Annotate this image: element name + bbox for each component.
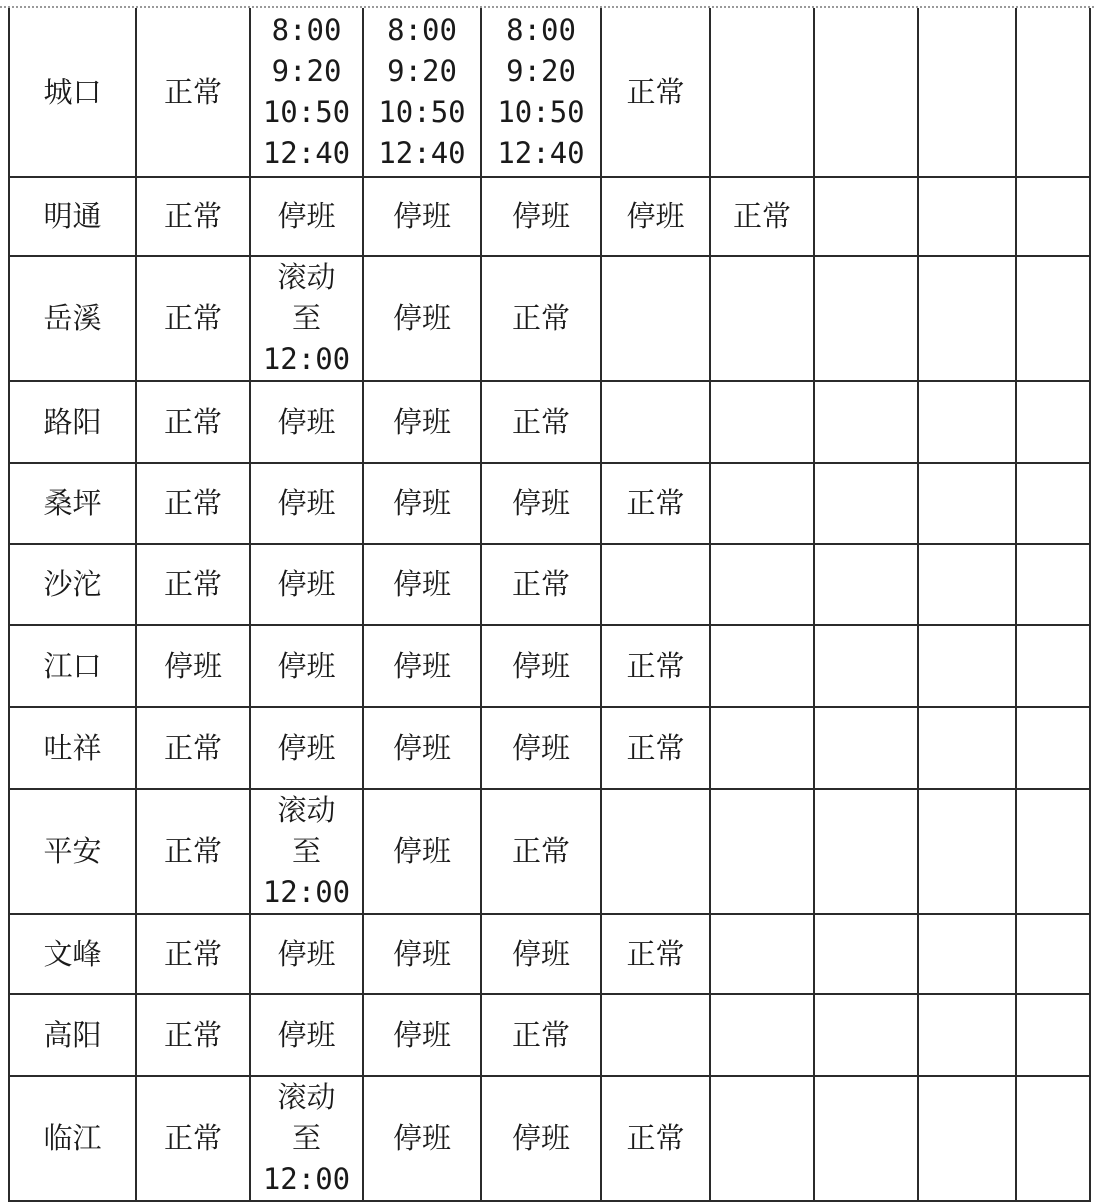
- cell-content: [137, 483, 249, 524]
- table-row: [9, 381, 1090, 463]
- schedule-cell: [814, 914, 918, 994]
- cell-line: 停班: [163, 648, 222, 683]
- schedule-cell: [710, 177, 814, 256]
- schedule-cell: [363, 8, 481, 177]
- cell-content: [482, 646, 600, 687]
- schedule-cell: [601, 544, 710, 625]
- cell-line: 正常: [163, 301, 222, 335]
- schedule-cell: [136, 914, 250, 994]
- cell-content: [482, 10, 600, 174]
- cell-content: [251, 257, 362, 380]
- schedule-cell: [250, 994, 363, 1076]
- cell-content: [137, 1015, 249, 1056]
- cell-content: [602, 72, 709, 113]
- cell-line: 9:20: [387, 54, 457, 88]
- cell-line: 12:00: [262, 342, 351, 376]
- cell-line: 停班: [392, 1017, 451, 1052]
- cell-line: 正常: [163, 1121, 222, 1155]
- cell-line: 滚动: [277, 1080, 336, 1114]
- schedule-cell: [601, 177, 710, 256]
- schedule-cell: [250, 707, 363, 789]
- cell-line: 停班: [511, 730, 570, 765]
- cell-content: [364, 298, 480, 339]
- station-name-cell: 平安: [9, 789, 136, 914]
- schedule-cell: [601, 381, 710, 463]
- cell-line: 滚动: [277, 260, 336, 294]
- cell-line: 9:20: [506, 54, 576, 88]
- schedule-cell: [136, 177, 250, 256]
- cell-content: [364, 1118, 480, 1159]
- station-name-cell: 桑坪: [9, 463, 136, 544]
- cell-content: [251, 790, 362, 913]
- schedule-cell: [363, 544, 481, 625]
- schedule-cell: [250, 256, 363, 381]
- schedule-cell: [1016, 994, 1090, 1076]
- schedule-cell: [918, 177, 1016, 256]
- station-name-cell: 江口: [9, 625, 136, 707]
- cell-line: 停班: [392, 567, 451, 601]
- schedule-cell: [136, 707, 250, 789]
- schedule-cell: [363, 1076, 481, 1201]
- cell-line: 停班: [626, 199, 685, 233]
- schedule-cell: [481, 177, 601, 256]
- cell-line: 12:40: [497, 136, 585, 170]
- cell-content: [364, 646, 480, 687]
- schedule-cell: [363, 381, 481, 463]
- station-name-cell: 吐祥: [9, 707, 136, 789]
- cell-line: 停班: [392, 1121, 451, 1155]
- cell-content: [364, 831, 480, 872]
- schedule-cell: [250, 789, 363, 914]
- schedule-cell: [1016, 1076, 1090, 1201]
- cell-content: [137, 934, 249, 975]
- cell-line: 正常: [626, 1121, 685, 1155]
- cell-line: 正常: [163, 567, 222, 601]
- cell-line: 正常: [163, 486, 222, 520]
- schedule-cell: [250, 177, 363, 256]
- cell-content: [137, 831, 249, 872]
- schedule-cell: [710, 625, 814, 707]
- cell-line: 停班: [277, 404, 336, 439]
- schedule-cell: [601, 789, 710, 914]
- schedule-cell: [1016, 625, 1090, 707]
- cell-content: [251, 934, 362, 975]
- station-name-cell: 明通: [9, 177, 136, 256]
- schedule-cell: [250, 914, 363, 994]
- cell-content: [137, 298, 249, 339]
- cell-line: 10:50: [378, 95, 466, 129]
- cell-line: 停班: [511, 199, 570, 233]
- schedule-cell: [136, 8, 250, 177]
- schedule-cell: [250, 463, 363, 544]
- cell-line: 停班: [511, 648, 570, 683]
- schedule-cell: [1016, 177, 1090, 256]
- schedule-cell: [601, 256, 710, 381]
- cell-line: 8:00: [506, 13, 576, 47]
- cell-content: [251, 646, 362, 687]
- cell-content: [482, 483, 600, 524]
- cell-content: [364, 564, 480, 605]
- cell-line: 正常: [511, 301, 570, 335]
- schedule-cell: [814, 707, 918, 789]
- cell-line: 9:20: [271, 54, 342, 88]
- schedule-cell: [481, 994, 601, 1076]
- cell-content: [602, 196, 709, 237]
- cell-content: [602, 1118, 709, 1159]
- schedule-cell: [918, 544, 1016, 625]
- cell-line: 停班: [392, 199, 451, 233]
- cell-line: 正常: [163, 404, 222, 439]
- cell-line: 停班: [277, 486, 336, 520]
- schedule-cell: [814, 994, 918, 1076]
- schedule-cell: [814, 177, 918, 256]
- schedule-cell: [918, 994, 1016, 1076]
- cell-content: [251, 10, 362, 174]
- cell-line: 正常: [626, 486, 685, 520]
- cell-line: 停班: [392, 404, 451, 439]
- schedule-cell: [1016, 8, 1090, 177]
- schedule-cell: [601, 914, 710, 994]
- cell-line: 停班: [277, 567, 336, 601]
- cell-line: 12:40: [262, 136, 351, 170]
- schedule-cell: [1016, 381, 1090, 463]
- schedule-cell: [363, 463, 481, 544]
- cell-content: [137, 1118, 249, 1159]
- schedule-cell: [250, 625, 363, 707]
- schedule-cell: [481, 914, 601, 994]
- cell-content: [482, 564, 600, 605]
- schedule-cell: [481, 789, 601, 914]
- cell-content: [251, 1077, 362, 1200]
- cell-content: [251, 1015, 362, 1056]
- schedule-cell: [710, 8, 814, 177]
- schedule-cell: [601, 463, 710, 544]
- schedule-cell: [250, 544, 363, 625]
- cell-content: [602, 934, 709, 975]
- schedule-cell: [136, 463, 250, 544]
- schedule-cell: [481, 463, 601, 544]
- table-row: [9, 8, 1090, 177]
- table-row: [9, 994, 1090, 1076]
- schedule-cell: [710, 544, 814, 625]
- cell-line: 停班: [392, 301, 451, 335]
- schedule-cell: [136, 1076, 250, 1201]
- table-row: [9, 1076, 1090, 1201]
- schedule-cell: [710, 381, 814, 463]
- schedule-cell: [481, 381, 601, 463]
- cell-content: [364, 483, 480, 524]
- schedule-cell: [710, 994, 814, 1076]
- cell-content: [602, 646, 709, 687]
- schedule-cell: [814, 625, 918, 707]
- cell-content: [364, 1015, 480, 1056]
- schedule-cell: [136, 544, 250, 625]
- schedule-cell: [363, 707, 481, 789]
- schedule-cell: [710, 256, 814, 381]
- cell-content: [482, 196, 600, 237]
- schedule-cell: [481, 8, 601, 177]
- table-row: [9, 707, 1090, 789]
- cell-content: [364, 934, 480, 975]
- cell-content: [482, 1015, 600, 1056]
- station-name-cell: 路阳: [9, 381, 136, 463]
- cell-line: 停班: [277, 1017, 336, 1052]
- schedule-cell: [1016, 789, 1090, 914]
- schedule-cell: [918, 625, 1016, 707]
- schedule-cell: [363, 994, 481, 1076]
- cell-content: [482, 831, 600, 872]
- schedule-cell: [601, 8, 710, 177]
- schedule-cell: [710, 789, 814, 914]
- cell-content: [482, 934, 600, 975]
- schedule-cell: [601, 707, 710, 789]
- schedule-cell: [363, 625, 481, 707]
- schedule-cell: [481, 256, 601, 381]
- schedule-cell: [601, 1076, 710, 1201]
- schedule-cell: [136, 256, 250, 381]
- table-row: [9, 256, 1090, 381]
- cell-content: [137, 196, 249, 237]
- cell-line: 正常: [163, 199, 222, 233]
- cell-line: 滚动: [277, 793, 336, 827]
- schedule-cell: [136, 789, 250, 914]
- cell-content: [364, 728, 480, 769]
- cell-line: 10:50: [262, 95, 351, 129]
- table-row: [9, 463, 1090, 544]
- schedule-cell: [918, 8, 1016, 177]
- cell-line: 正常: [626, 74, 685, 109]
- cell-line: 停班: [277, 648, 336, 683]
- station-name-cell: 高阳: [9, 994, 136, 1076]
- cell-content: [251, 483, 362, 524]
- schedule-cell: [918, 1076, 1016, 1201]
- schedule-cell: [481, 625, 601, 707]
- cell-line: 停班: [392, 648, 451, 683]
- cell-line: 停班: [392, 486, 451, 520]
- cell-line: 停班: [511, 936, 570, 971]
- schedule-cell: [1016, 707, 1090, 789]
- cell-content: [482, 402, 600, 443]
- schedule-cell: [136, 381, 250, 463]
- cell-line: 停班: [511, 486, 570, 520]
- station-name-cell: 沙沱: [9, 544, 136, 625]
- schedule-cell: [1016, 914, 1090, 994]
- cell-line: 正常: [626, 730, 685, 765]
- schedule-cell: [363, 177, 481, 256]
- cell-line: 至: [291, 1121, 321, 1155]
- schedule-cell: [710, 914, 814, 994]
- schedule-cell: [1016, 544, 1090, 625]
- cell-line: 8:00: [387, 13, 457, 47]
- cell-content: [711, 196, 813, 237]
- schedule-cell: [814, 256, 918, 381]
- cell-content: [137, 402, 249, 443]
- cell-line: 正常: [163, 74, 222, 109]
- table-row: [9, 177, 1090, 256]
- cell-line: 正常: [626, 648, 685, 683]
- schedule-cell: [250, 8, 363, 177]
- schedule-cell: [918, 463, 1016, 544]
- schedule-cell: [601, 625, 710, 707]
- table-row: [9, 914, 1090, 994]
- table-row: [9, 789, 1090, 914]
- cell-content: [602, 483, 709, 524]
- schedule-cell: [136, 625, 250, 707]
- schedule-cell: [814, 381, 918, 463]
- cell-line: 正常: [511, 567, 570, 601]
- schedule-cell: [710, 1076, 814, 1201]
- cell-content: [251, 196, 362, 237]
- schedule-cell: [814, 8, 918, 177]
- cell-content: [137, 72, 249, 113]
- bus-schedule-table: [8, 8, 1091, 1202]
- cell-line: 至: [291, 834, 321, 868]
- schedule-cell: [363, 789, 481, 914]
- cell-line: 停班: [392, 936, 451, 971]
- schedule-cell: [814, 1076, 918, 1201]
- schedule-cell: [1016, 256, 1090, 381]
- cell-line: 停班: [277, 199, 336, 233]
- schedule-cell: [250, 1076, 363, 1201]
- cell-content: [602, 728, 709, 769]
- cell-line: 正常: [511, 404, 570, 439]
- cell-content: [251, 728, 362, 769]
- schedule-cell: [918, 381, 1016, 463]
- cell-content: [137, 728, 249, 769]
- cell-content: [364, 10, 480, 174]
- station-name-cell: 岳溪: [9, 256, 136, 381]
- schedule-cell: [918, 789, 1016, 914]
- schedule-cell: [918, 707, 1016, 789]
- cell-content: [482, 298, 600, 339]
- cell-content: [251, 564, 362, 605]
- cell-content: [482, 1118, 600, 1159]
- schedule-cell: [601, 994, 710, 1076]
- cell-line: 正常: [163, 730, 222, 765]
- cell-content: [482, 728, 600, 769]
- schedule-cell: [1016, 463, 1090, 544]
- schedule-cell: [363, 914, 481, 994]
- cell-line: 正常: [626, 936, 685, 971]
- schedule-cell: [481, 544, 601, 625]
- station-name-cell: 城口: [9, 8, 136, 177]
- cell-line: 12:00: [262, 1162, 351, 1196]
- cell-line: 10:50: [497, 95, 585, 129]
- cell-line: 停班: [392, 834, 451, 868]
- cell-line: 正常: [511, 1017, 570, 1052]
- cell-line: 8:00: [271, 13, 342, 47]
- schedule-cell: [918, 914, 1016, 994]
- schedule-cell: [814, 463, 918, 544]
- cell-line: 至: [291, 301, 321, 335]
- schedule-cell: [250, 381, 363, 463]
- schedule-cell: [363, 256, 481, 381]
- schedule-cell: [481, 707, 601, 789]
- schedule-cell: [814, 544, 918, 625]
- schedule-cell: [814, 789, 918, 914]
- cell-content: [137, 646, 249, 687]
- cell-line: 正常: [163, 936, 222, 971]
- cell-content: [137, 564, 249, 605]
- schedule-cell: [136, 994, 250, 1076]
- schedule-cell: [481, 1076, 601, 1201]
- cell-line: 停班: [392, 730, 451, 765]
- cell-line: 12:00: [262, 875, 351, 909]
- cell-line: 正常: [511, 834, 570, 868]
- schedule-cell: [710, 707, 814, 789]
- table-row: [9, 625, 1090, 707]
- schedule-body: [9, 8, 1090, 1201]
- cell-line: 正常: [163, 834, 222, 868]
- cell-line: 正常: [163, 1017, 222, 1052]
- cell-line: 停班: [277, 730, 336, 765]
- cell-content: [364, 402, 480, 443]
- table-row: [9, 544, 1090, 625]
- cell-line: 停班: [277, 936, 336, 971]
- cell-content: [364, 196, 480, 237]
- cell-line: 12:40: [378, 136, 466, 170]
- station-name-cell: 文峰: [9, 914, 136, 994]
- schedule-cell: [710, 463, 814, 544]
- cell-content: [251, 402, 362, 443]
- cell-line: 停班: [511, 1121, 570, 1155]
- cell-line: 正常: [732, 199, 791, 233]
- schedule-cell: [918, 256, 1016, 381]
- station-name-cell: 临江: [9, 1076, 136, 1201]
